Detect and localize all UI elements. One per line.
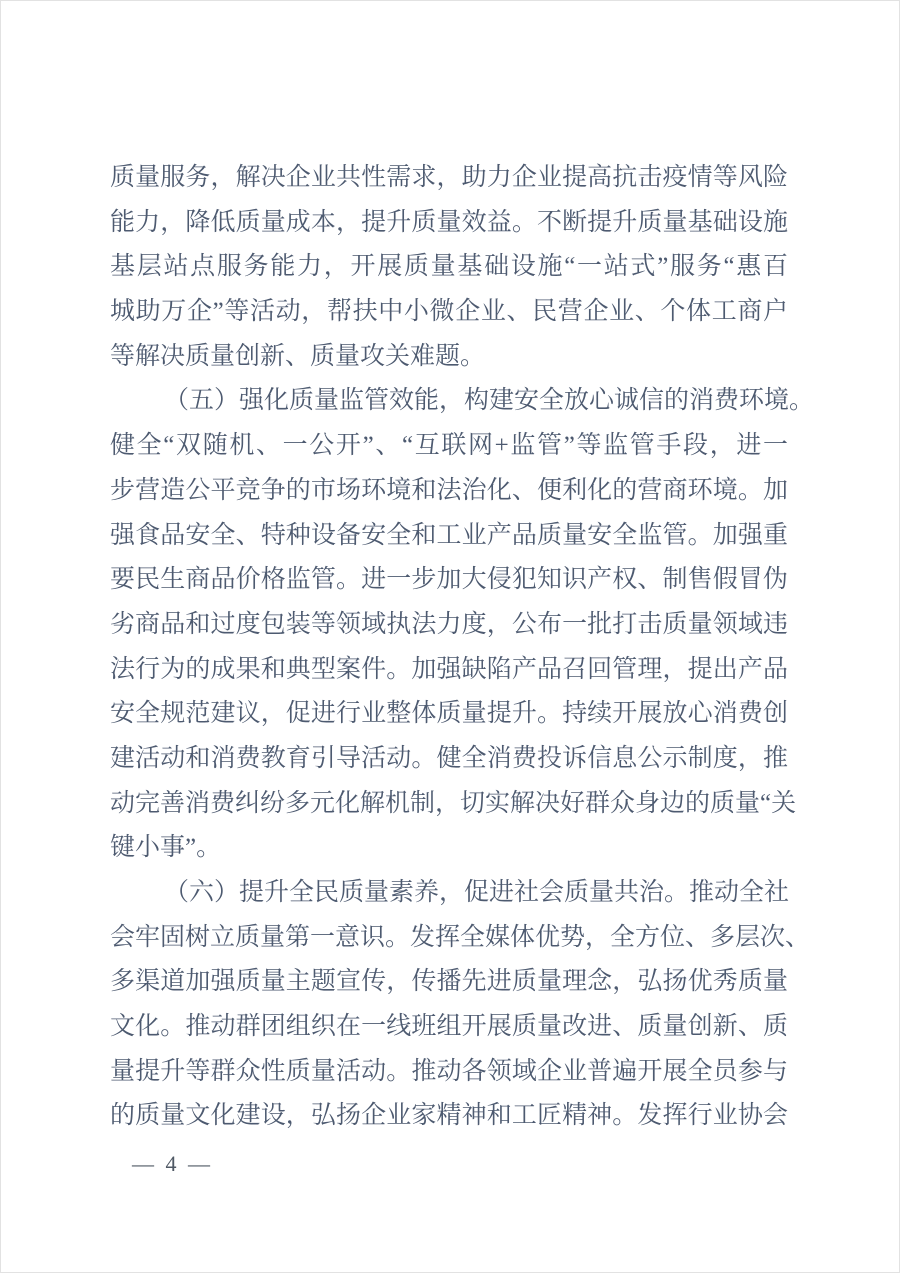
text-line: 要民生商品价格监管。进一步加大侵犯知识产权、制售假冒伪 (110, 566, 788, 594)
text-line: （六）提升全民质量素养，促进社会质量共治。推动全社 (164, 879, 790, 906)
text-line: 多渠道加强质量主题宣传，传播先进质量理念，弘扬优秀质量 (110, 968, 788, 996)
text-line: 步营造公平竞争的市场环境和法治化、便利化的营商环境。加 (110, 476, 788, 504)
text-line: 法行为的成果和典型案件。加强缺陷产品召回管理，提出产品 (110, 655, 788, 683)
text-line: 文化。推动群团组织在一线班组开展质量改进、质量创新、质 (110, 1013, 788, 1041)
text-block (110, 156, 815, 1139)
text-line: 能力，降低质量成本，提升质量效益。不断提升质量基础设施 (110, 208, 788, 236)
text-line: （五）强化质量监管效能，构建安全放心诚信的消费环境。 (164, 387, 815, 415)
text-line: 安全规范建议，促进行业整体质量提升。持续开展放心消费创 (110, 700, 788, 728)
page-number: — 4 — (132, 1151, 213, 1176)
text-line: 健全“双随机、一公开”、“互联网+监管”等监管手段，进一 (110, 432, 788, 460)
text-line: 基层站点服务能力，开展质量基础设施“一站式”服务“惠百 (110, 253, 788, 281)
text-line: 城助万企”等活动，帮扶中小微企业、民营企业、个体工商户 (110, 298, 788, 326)
text-line: 量提升等群众性质量活动。推动各领域企业普遍开展全员参与 (110, 1057, 788, 1085)
text-line: 等解决质量创新、质量攻关难题。 (110, 342, 486, 370)
text-line: 动完善消费纠纷多元化解机制，切实解决好群众身边的质量“关 (110, 789, 797, 817)
text-line: 劣商品和过度包装等领域执法力度，公布一批打击质量领域违 (110, 610, 788, 638)
text-line: 质量服务，解决企业共性需求，助力企业提高抗击疫情等风险 (110, 164, 788, 191)
text-line: 会牢固树立质量第一意识。发挥全媒体优势，全方位、多层次、 (110, 923, 811, 951)
text-line: 键小事”。 (110, 834, 222, 862)
text-line: 强食品安全、特种设备安全和工业产品质量安全监管。加强重 (110, 521, 788, 549)
text-line: 的质量文化建设，弘扬企业家精神和工匠精神。发挥行业协会 (110, 1102, 788, 1130)
text-line: 建活动和消费教育引导活动。健全消费投诉信息公示制度，推 (110, 744, 788, 772)
